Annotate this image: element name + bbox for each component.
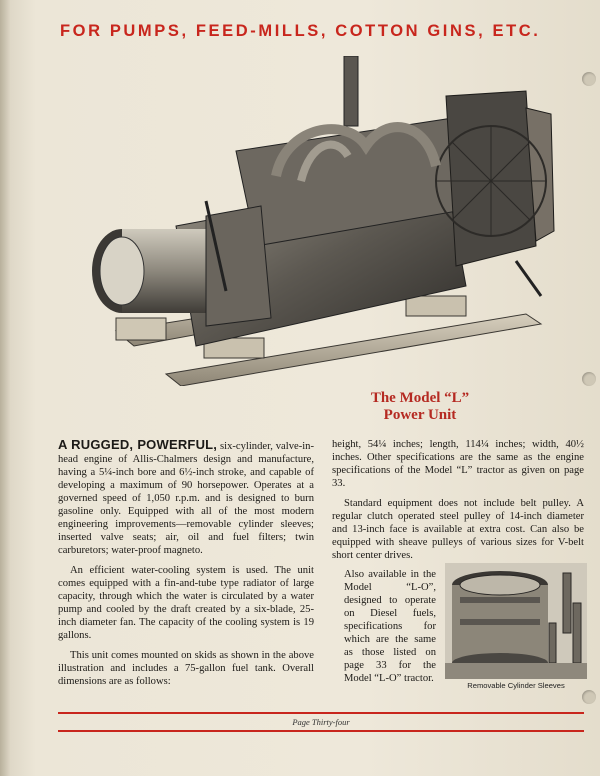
- caption-line-1: The Model “L”: [370, 390, 470, 406]
- page-number: Page Thirty-four: [292, 717, 350, 727]
- left-column: [58, 438, 314, 695]
- binder-hole: [582, 690, 596, 704]
- page-spine: [0, 0, 10, 776]
- binder-hole: [582, 72, 596, 86]
- lead-in: A RUGGED, POWERFUL,: [58, 437, 218, 452]
- binder-hole: [582, 372, 596, 386]
- power-unit-photo: [86, 56, 558, 386]
- figure-caption: [330, 390, 510, 424]
- caption-line-2: Power Unit: [383, 407, 457, 423]
- cylinder-sleeves-photo: [445, 563, 587, 679]
- footer-rule-bottom: [58, 730, 584, 732]
- cooling-paragraph: An efficient water-cooling system is used. The unit comes equipped with a fin-and-tube type radiator of large capacity, through which the water is circulated by a water pump and cooled by the draft created by a six-blade, 25-inch diameter fan. The capacity of the cooling system is 19 gallons.: [58, 565, 314, 641]
- dimensions-paragraph: height, 54¼ inches; length, 114¼ inches; width, 40½ inches. Other specifications are the same as the engine specifications of the Model “L” tractor as given on page 33.: [332, 439, 584, 489]
- page-header: FOR PUMPS, FEED-MILLS, COTTON GINS, ETC.: [60, 22, 541, 40]
- intro-text: six-cylinder, valve-in-head engine of Allis-Chalmers design and manufacture, having a 5¼-inch bore and 6½-inch stroke, and capable of developing a maximum of 90 horsepower. Operates at a governed speed of 1,050 r.p.m. and is designed to burn gasoline only. Equipped with all of the most modern engineering improvements—removable cylinder sleeves; inserted valve seats; air, oil and fuel filters; twin carburetors; water-proof magneto.: [58, 441, 314, 556]
- diesel-paragraph: Also available in the Model “L-O”, designed to operate on Diesel fuels, specifications for which are the same as those listed on page 33 for the Model “L-O” tractor.: [344, 569, 436, 684]
- pulley-paragraph: Standard equipment does not include belt pulley. A regular clutch operated steel pulley of 14-inch diameter and 13-inch face is available at extra cost. Can also be equipped with sheave pulleys of various sizes for V-belt short center drives.: [332, 498, 584, 561]
- footer-rule-top: [58, 712, 584, 714]
- skids-paragraph: This unit comes mounted on skids as shown in the above illustration and includes a 75-gallon fuel tank. Overall dimensions are as follows:: [58, 650, 314, 687]
- right-column: [332, 438, 584, 569]
- inset-caption: Removable Cylinder Sleeves: [467, 681, 565, 690]
- intro-paragraph: [58, 438, 314, 557]
